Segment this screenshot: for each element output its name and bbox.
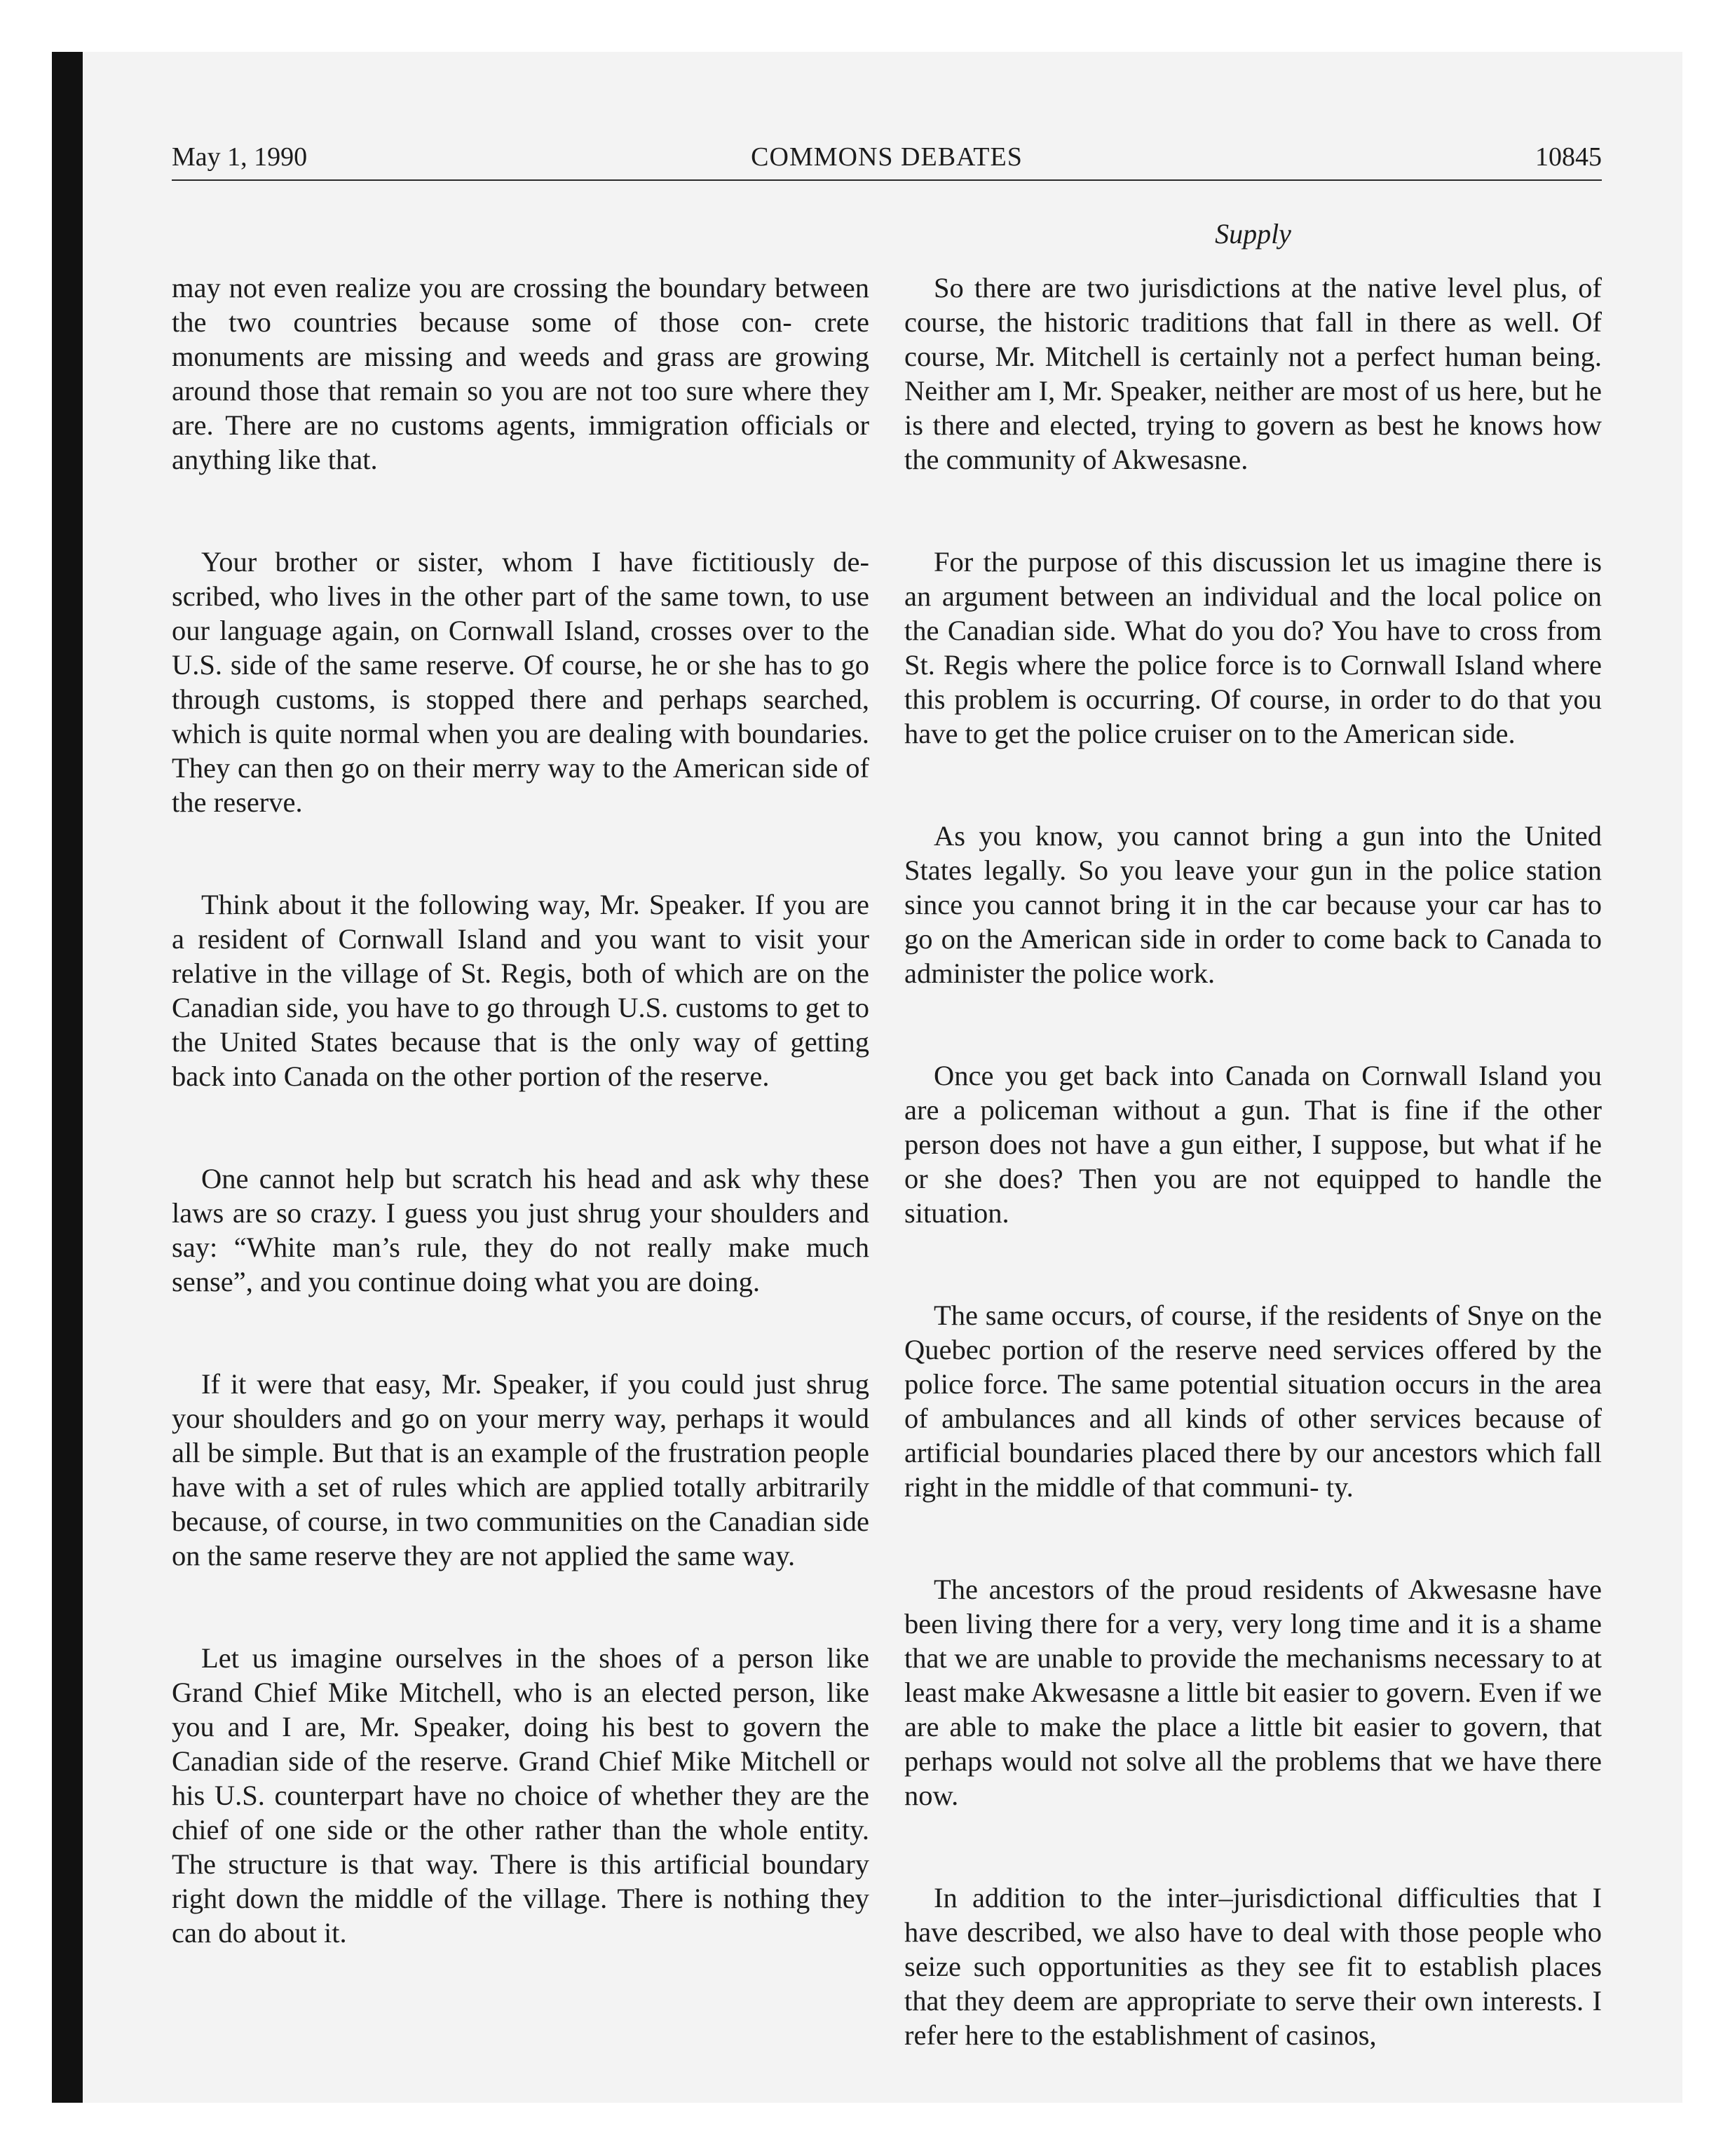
paragraph: Once you get back into Canada on Cornwall Island you are a policeman without a gun. That is fine if the other person does not have a gun either, I suppose, but what if he or she does? Then you are not equipped to handle the situation. — [904, 1060, 1602, 1229]
section-label: Supply — [1215, 218, 1291, 250]
paragraph: As you know, you cannot bring a gun into the United States legally. So you leave your gun in the police station since you cannot bring it in the car because your car has to go on the American side in order to come back to Canada to administer the police work. — [904, 820, 1602, 989]
binding-edge — [52, 52, 83, 2103]
paragraph: In addition to the inter–jurisdictional difficulties that I have described, we also have to deal with those people who seize such opportunities as they see fit to establish places that they deem are appropriate to serve their own interests. I refer here to the establishment of casinos, — [904, 1882, 1602, 2051]
paragraph: The ancestors of the proud residents of Akwesasne have been living there for a very, very long time and it is a shame that we are unable to provide the mechanisms necessary to at least make Akwesasne a little bit easier to govern. Even if we are able to make the place a little bit easier to govern, that perhaps would not solve all the problems that we have there now. — [904, 1574, 1602, 1811]
paragraph: Think about it the following way, Mr. Speaker. If you are a resident of Cornwall Island and you want to visit your relative in the village of St. Regis, both of which are on the Canadian side, you have to go through U.S. customs to get to the United States because that is the only way of getting back into Canada on the other portion of the reserve. — [172, 889, 869, 1092]
header-date: May 1, 1990 — [172, 142, 308, 172]
paragraph: One cannot help but scratch his head and ask why these laws are so crazy. I guess you just shrug your shoulders and say: “White man’s rule, they do not really make much sense”, and you continue doing what you are doing. — [172, 1163, 869, 1297]
paragraph: The same occurs, of course, if the residents of Snye on the Quebec portion of the reserve need services offered by the police force. The same potential situation occurs in the area of ambulances and all kinds of other services because of artificial boundaries placed there by our ancestors which fall right in the middle of that communi- ty. — [904, 1299, 1602, 1503]
page-number: 10845 — [1535, 142, 1602, 172]
paragraph: If it were that easy, Mr. Speaker, if you could just shrug your shoulders and go on your merry way, perhaps it would all be simple. But that is an example of the frustration people have with a set of rules which are applied totally arbitrarily because, of course, in two communities on the Canadian side on the same reserve they are not applied the same way. — [172, 1368, 869, 1571]
paragraph: may not even realize you are crossing the boundary between the two countries because some of those con- crete monuments are missing and weeds and grass are growing around those that remain so you are not too sure where they are. There are no customs agents, immigration officials or anything like that. — [172, 272, 869, 475]
header-title: COMMONS DEBATES — [751, 142, 1023, 172]
paragraph: For the purpose of this discussion let us imagine there is an argument between an individual and the local police on the Canadian side. What do you do? You have to cross from St. Regis where the police force is to Cornwall Island where this problem is occurring. Of course, in order to do that you have to get the police cruiser on to the American side. — [904, 546, 1602, 749]
paragraph: Let us imagine ourselves in the shoes of a person like Grand Chief Mike Mitchell, who is an elected person, like you and I are, Mr. Speaker, doing his best to govern the Canadian side of the reserve. Grand Chief Mike Mitchell or his U.S. counterpart have no choice of whether they are the chief of one side or the other rather than the whole entity. The structure is that way. There is this artificial boundary right down the middle of the village. There is nothing they can do about it. — [172, 1642, 869, 1949]
paragraph: Your brother or sister, whom I have fictitiously de- scribed, who lives in the other part of the same town, to use our language again, on Cornwall Island, crosses over to the U.S. side of the same reserve. Of course, he or she has to go through customs, is stopped there and perhaps searched, which is quite normal when you are dealing with boundaries. They can then go on their merry way to the American side of the reserve. — [172, 546, 869, 818]
header-rule — [172, 179, 1602, 181]
running-header — [172, 137, 1602, 177]
paragraph: So there are two jurisdictions at the native level plus, of course, the historic traditions that fall in there as well. Of course, Mr. Mitchell is certainly not a perfect human being. Neither am I, Mr. Speaker, neither are most of us here, but he is there and elected, trying to govern as best he knows how the community of Akwesasne. — [904, 272, 1602, 475]
left-column — [172, 271, 869, 2018]
right-column — [904, 271, 1602, 2120]
